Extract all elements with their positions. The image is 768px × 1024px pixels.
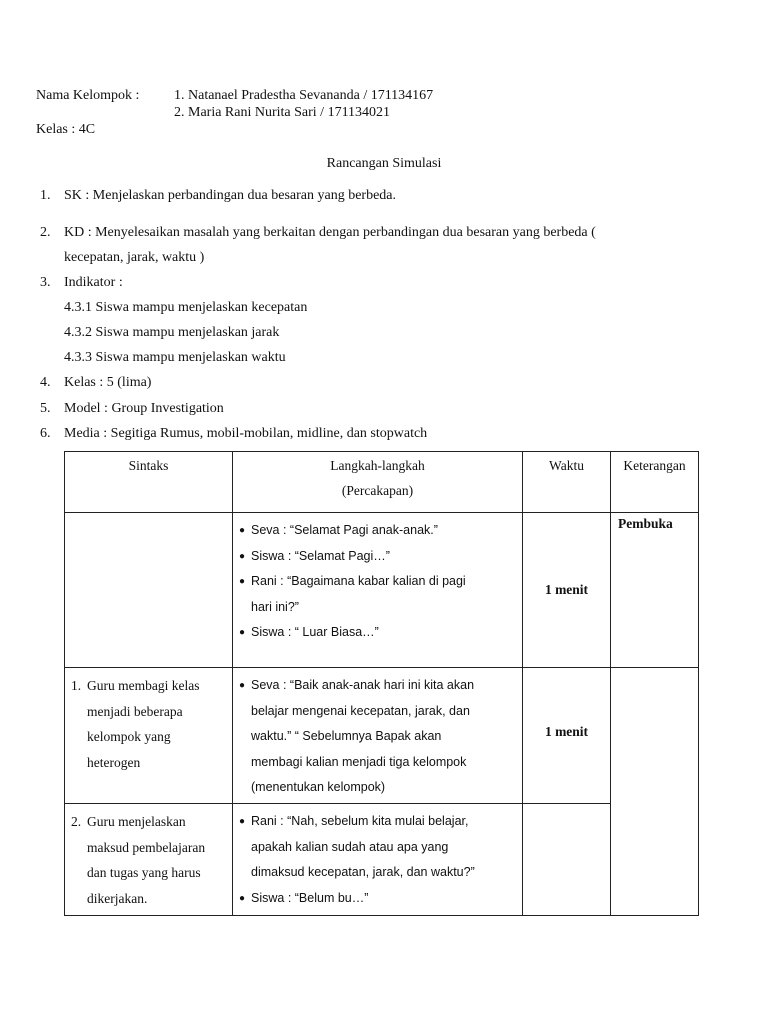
bullet-icon: ● [239,816,246,827]
sintaks-cell [65,513,233,668]
member-1: 1. Natanael Pradestha Sevananda / 171134167 [174,88,434,103]
indicator-2: 4.3.2 Siswa mampu menjelaskan jarak [64,325,280,340]
sintaks-line: maksud pembelajaran [87,839,206,855]
bullet-icon: ● [239,680,246,691]
bullet-icon: ● [239,576,246,587]
item-text: Kelas : 5 (lima) [64,375,152,390]
keterangan-cell [611,668,699,916]
sintaks-line: dan tugas yang harus [87,865,201,880]
step-number: 2. [71,814,82,829]
indicator-1: 4.3.1 Siswa mampu menjelaskan kecepatan [64,300,308,315]
item-text: KD : Menyelesaikan masalah yang berkaitan dengan perbandingan dua besaran yang berbeda ( [64,225,596,240]
item-text: Indikator : [64,275,123,290]
table-row [65,513,699,668]
item-text: Model : Group Investigation [64,401,224,416]
header-langkah-subtitle: (Percakapan) [341,483,414,498]
dialog-line-continued: belajar mengenai kecepatan, jarak, dan [251,703,470,718]
dialog-cell [233,804,523,916]
dialog-line: ● Rani : “Bagaimana kabar kalian di pagi [239,569,518,595]
indicator-3: 4.3.3 Siswa mampu menjelaskan waktu [64,350,286,365]
dialog-line-continued: waktu.” “ Sebelumnya Bapak akan [251,729,442,743]
dialog-line: ● Rani : “Nah, sebelum kita mulai belajar, [239,809,518,835]
sintaks-cell [65,668,233,804]
step-number: 1. [71,678,82,693]
table-row [65,804,699,916]
header-waktu: Waktu [523,452,611,513]
dialog-cell [233,513,523,668]
simulation-table [64,451,699,916]
sintaks-line: kelompok yang [87,729,171,744]
item-text: SK : Menjelaskan perbandingan dua besaran yang berbeda. [64,188,396,203]
sintaks-line: menjadi beberapa [87,703,183,719]
dialog-line-continued: (menentukan kelompok) [251,780,386,794]
item-number: 4. [40,375,51,390]
table-header-row [65,452,699,513]
sintaks-line: Guru membagi kelas [87,678,200,693]
waktu-cell: 1 menit [523,668,611,804]
table-row [65,668,699,804]
class-label: Kelas : 4C [36,122,96,137]
dialog-line: ● Siswa : “ Luar Biasa…” [239,620,518,646]
dialog-line: ● Siswa : “Belum bu…” [239,886,518,912]
dialog-line: ● Siswa : “Selamat Pagi…” [239,544,518,570]
dialog-line-continued: hari ini?” [251,599,299,614]
bullet-icon: ● [239,525,246,536]
header-sintaks: Sintaks [65,452,233,513]
item-number: 1. [40,188,51,203]
header-langkah [233,452,523,513]
item-text: Media : Segitiga Rumus, mobil-mobilan, midline, dan stopwatch [64,426,428,441]
header-langkah-title: Langkah-langkah [330,458,425,473]
dialog-line-continued: membagi kalian menjadi tiga kelompok [251,754,467,769]
dialog-cell [233,668,523,804]
member-2: 2. Maria Rani Nurita Sari / 171134021 [174,105,391,120]
sintaks-cell [65,804,233,916]
dialog-line: ● Seva : “Selamat Pagi anak-anak.” [239,518,518,544]
bullet-icon: ● [239,550,246,562]
dialog-line-continued: apakah kalian sudah atau apa yang [251,839,449,854]
group-label: Nama Kelompok : [36,88,140,103]
keterangan-cell: Pembuka [611,513,699,668]
header-keterangan: Keterangan [611,452,699,513]
item-number: 2. [40,225,51,240]
item-number: 5. [40,401,51,416]
waktu-cell: 1 menit [523,513,611,668]
item-text-continued: kecepatan, jarak, waktu ) [64,250,205,265]
item-number: 3. [40,275,51,290]
sintaks-line: Guru menjelaskan [87,814,186,829]
sintaks-line: heterogen [87,754,141,770]
document-title: Rancangan Simulasi [326,156,442,171]
bullet-icon: ● [239,627,246,638]
item-number: 6. [40,426,51,441]
waktu-cell [523,804,611,916]
bullet-icon: ● [239,892,246,904]
dialog-line-continued: dimaksud kecepatan, jarak, dan waktu?” [251,865,475,879]
dialog-line: ● Seva : “Baik anak-anak hari ini kita akan [239,673,518,699]
sintaks-line: dikerjakan. [87,890,148,906]
